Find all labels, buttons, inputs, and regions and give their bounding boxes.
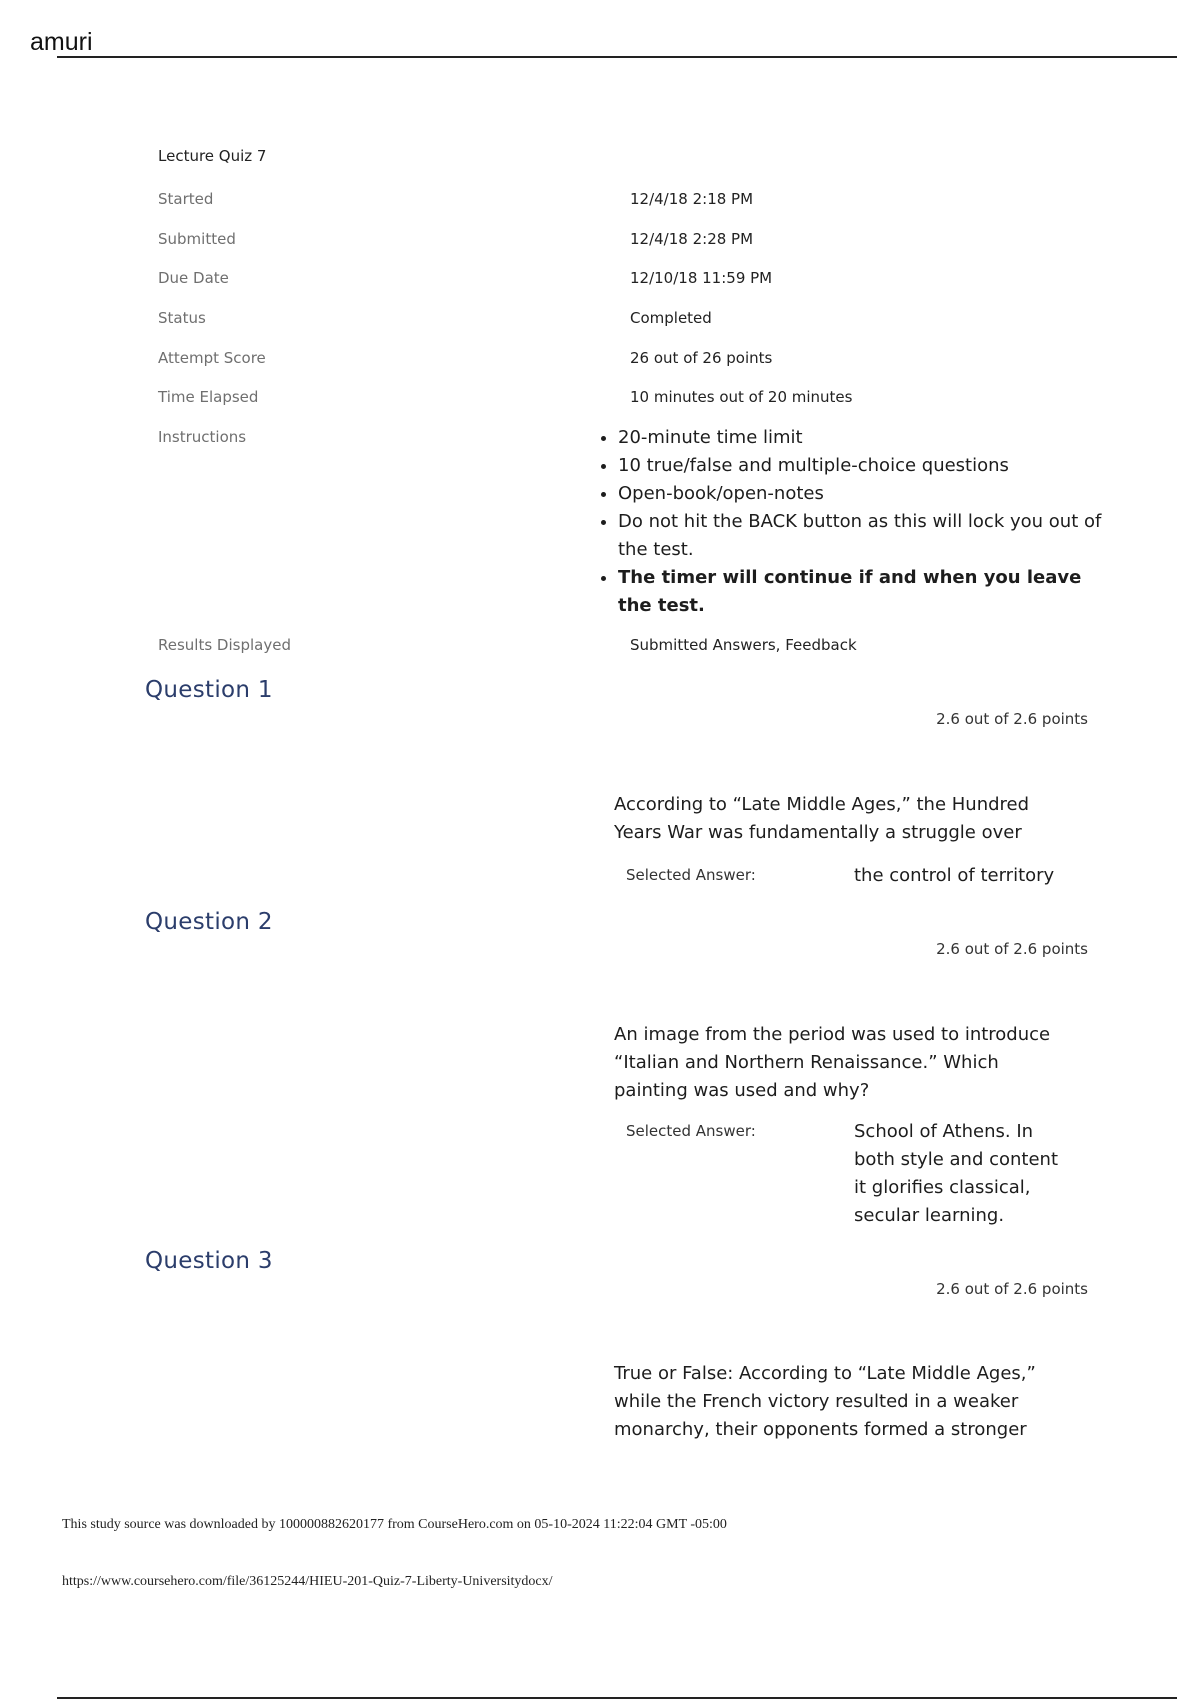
header-divider	[57, 56, 1177, 58]
started-label: Started	[158, 190, 214, 208]
question-points: 2.6 out of 2.6 points	[936, 1280, 1088, 1298]
results-displayed-value: Submitted Answers, Feedback	[630, 636, 857, 654]
question-points: 2.6 out of 2.6 points	[936, 940, 1088, 958]
question-text: An image from the period was used to introduce “Italian and Northern Renaissance.” Which painting was used and why?	[614, 1024, 1051, 1101]
question-points: 2.6 out of 2.6 points	[936, 710, 1088, 728]
results-displayed-label: Results Displayed	[158, 636, 291, 654]
header-username: amuri	[30, 28, 93, 56]
started-value: 12/4/18 2:18 PM	[630, 190, 754, 208]
source-url[interactable]: https://www.coursehero.com/file/36125244/HIEU-201-Quiz-7-Liberty-Universitydocx/	[62, 1574, 553, 1589]
instruction-item: • Open-book/open-notes	[618, 480, 1108, 508]
time-elapsed-label: Time Elapsed	[158, 388, 259, 406]
due-date-label: Due Date	[158, 269, 229, 287]
instruction-item: • 10 true/false and multiple-choice questions	[618, 452, 1108, 480]
instructions-list	[594, 424, 1108, 620]
quiz-title: Lecture Quiz 7	[158, 147, 267, 165]
download-notice: This study source was downloaded by 100000882620177 from CourseHero.com on 05-10-2024 11:22:04 GMT -05:00	[62, 1517, 727, 1532]
status-label: Status	[158, 309, 206, 327]
submitted-label: Submitted	[158, 230, 236, 248]
selected-answer: the control of territory	[854, 865, 1055, 886]
selected-answer: School of Athens. In both style and content it glorifies classical, secular learning.	[854, 1121, 1059, 1226]
question-heading: Question 2	[145, 909, 273, 935]
instruction-item: • 20-minute time limit	[618, 424, 1108, 452]
selected-answer-label: Selected Answer:	[626, 866, 756, 884]
instructions-label: Instructions	[158, 428, 247, 446]
selected-answer-label: Selected Answer:	[626, 1122, 756, 1140]
question-heading: Question 1	[145, 677, 273, 703]
instruction-item-bold: • The timer will continue if and when you leave the test.	[618, 564, 1108, 620]
footer-divider	[57, 1697, 1177, 1699]
question-text: True or False: According to “Late Middle Ages,” while the French victory resulted in a weaker monarchy, their opponents formed a stronger	[614, 1363, 1036, 1440]
question-heading: Question 3	[145, 1248, 273, 1274]
attempt-score-label: Attempt Score	[158, 349, 266, 367]
status-value: Completed	[630, 309, 712, 327]
submitted-value: 12/4/18 2:28 PM	[630, 230, 754, 248]
instruction-item: • Do not hit the BACK button as this will lock you out of the test.	[618, 508, 1108, 564]
due-date-value: 12/10/18 11:59 PM	[630, 269, 773, 287]
attempt-score-value: 26 out of 26 points	[630, 349, 773, 367]
time-elapsed-value: 10 minutes out of 20 minutes	[630, 388, 853, 406]
question-text: According to “Late Middle Ages,” the Hundred Years War was fundamentally a struggle over	[614, 794, 1030, 843]
